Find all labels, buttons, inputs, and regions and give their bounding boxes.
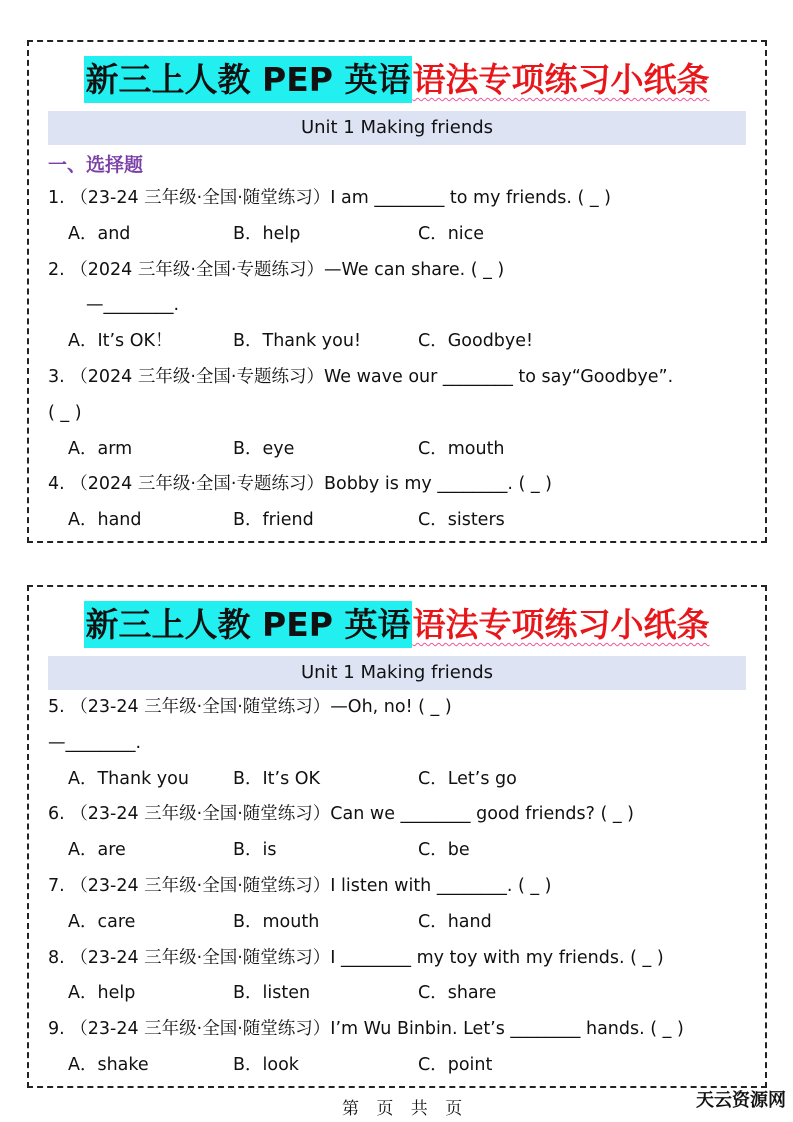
answer-option: B．eye	[233, 439, 295, 459]
answer-option: B．help	[233, 224, 301, 244]
question-continuation: —________.	[86, 295, 180, 315]
answer-option: A．Thank you	[68, 769, 189, 789]
answer-option: A．help	[68, 983, 136, 1003]
answer-option: C．nice	[418, 224, 485, 244]
question-continuation: ( _ )	[48, 403, 82, 423]
unit-heading: Unit 1 Making friends	[48, 656, 746, 690]
watermark-logo: 天云资源网	[696, 1090, 786, 1111]
worksheet-title	[0, 54, 793, 101]
answer-option: A．care	[68, 912, 136, 932]
title-red: 语法专项练习小纸条	[412, 60, 710, 99]
question-text: 4. （2024 三年级·全国·专题练习）Bobby is my ________. ( _ )	[48, 474, 552, 494]
answer-option: C．point	[418, 1055, 493, 1075]
answer-option: C．Let’s go	[418, 769, 517, 789]
answer-option: C．Goodbye!	[418, 331, 534, 351]
answer-option: C．share	[418, 983, 497, 1003]
answer-option: A．arm	[68, 439, 133, 459]
question-text: 5. （23-24 三年级·全国·随堂练习）—Oh, no! ( _ )	[48, 697, 452, 717]
question-text: 6. （23-24 三年级·全国·随堂练习）Can we ________ good friends? ( _ )	[48, 804, 634, 824]
answer-option: A．It’s OK！	[68, 331, 173, 351]
answer-option: B．It’s OK	[233, 769, 321, 789]
question-text: 8. （23-24 三年级·全国·随堂练习）I ________ my toy with my friends. ( _ )	[48, 948, 664, 968]
answer-option: A．hand	[68, 510, 142, 530]
answer-option: C．be	[418, 840, 470, 860]
question-text: 1. （23-24 三年级·全国·随堂练习）I am ________ to my friends. ( _ )	[48, 188, 611, 208]
title-highlighted: 新三上人教 PEP 英语	[84, 56, 413, 103]
answer-option: B．is	[233, 840, 277, 860]
worksheet-title	[0, 599, 793, 646]
question-text: 3. （2024 三年级·全国·专题练习）We wave our ________ to say“Goodbye”.	[48, 367, 674, 387]
answer-option: A．shake	[68, 1055, 149, 1075]
answer-option: B．Thank you!	[233, 331, 361, 351]
answer-option: A．and	[68, 224, 131, 244]
answer-option: A．are	[68, 840, 126, 860]
question-text: 9. （23-24 三年级·全国·随堂练习）I’m Wu Binbin. Let’s ________ hands. ( _ )	[48, 1019, 684, 1039]
question-text: 7. （23-24 三年级·全国·随堂练习）I listen with ________. ( _ )	[48, 876, 552, 896]
question-text: 2. （2024 三年级·全国·专题练习）—We can share. ( _ )	[48, 260, 505, 280]
answer-option: B．listen	[233, 983, 311, 1003]
answer-option: C．hand	[418, 912, 492, 932]
answer-option: B．mouth	[233, 912, 320, 932]
question-continuation: —________.	[48, 733, 142, 753]
section-heading: 一、选择题	[48, 154, 144, 176]
title-red: 语法专项练习小纸条	[412, 605, 710, 644]
page-footer: 第 页 共 页	[342, 1099, 469, 1119]
answer-option: B．friend	[233, 510, 314, 530]
answer-option: B．look	[233, 1055, 299, 1075]
title-highlighted: 新三上人教 PEP 英语	[84, 601, 413, 648]
answer-option: C．sisters	[418, 510, 505, 530]
answer-option: C．mouth	[418, 439, 505, 459]
unit-heading: Unit 1 Making friends	[48, 111, 746, 145]
